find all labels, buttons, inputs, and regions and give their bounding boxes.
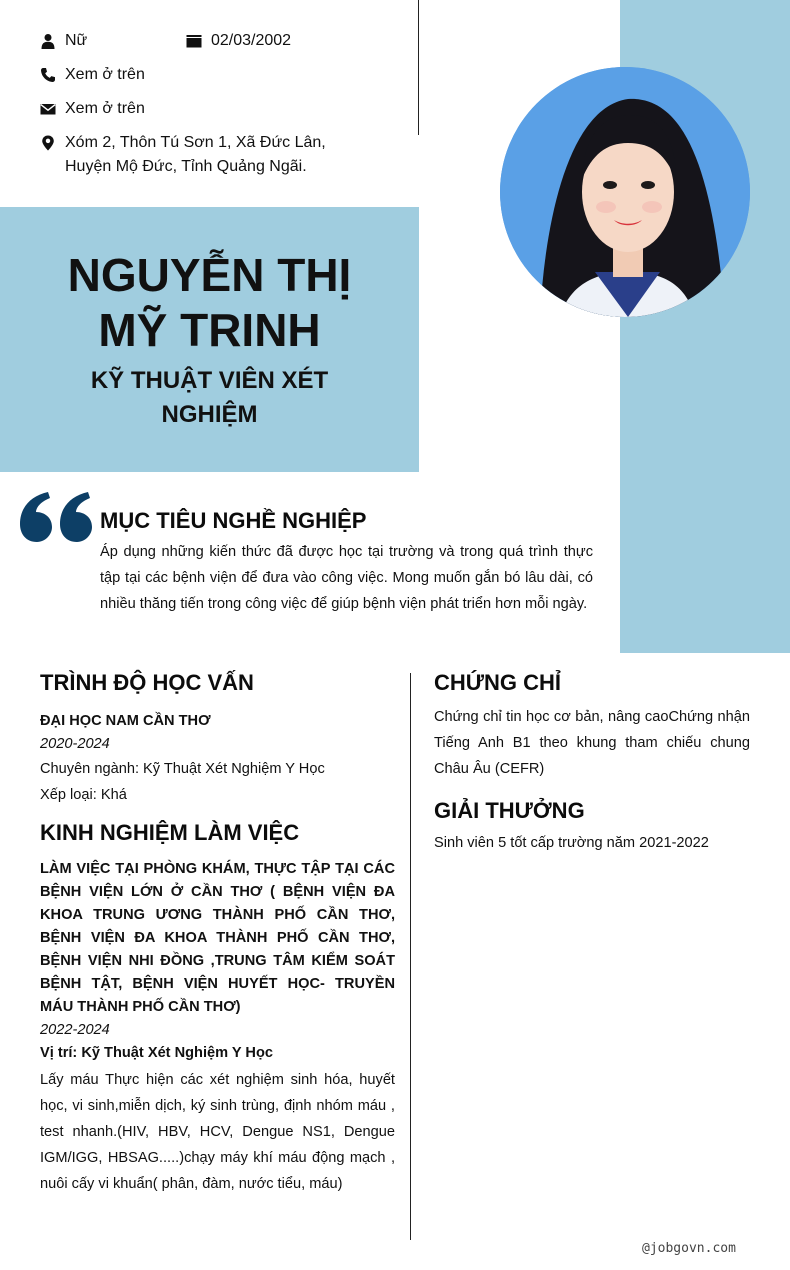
address-row <box>40 131 400 179</box>
education-major: Chuyên ngành: Kỹ Thuật Xét Nghiệm Y Học <box>40 761 325 777</box>
top-divider <box>418 0 419 135</box>
education-period: 2020-2024 <box>40 736 110 752</box>
experience-period: 2022-2024 <box>40 1022 110 1038</box>
right-column <box>434 670 750 856</box>
column-divider <box>410 673 411 1240</box>
objective-text: Áp dụng những kiến thức đã được học tại trường và trong quá trình thực tập tại các bệnh viện để đưa vào công việc. Mong muốn gắn bó lâu dài, có nhiều thăng tiến trong công việc để giúp bệnh viện phát triển hơn mỗi ngày. <box>100 544 593 612</box>
birthdate-row <box>186 29 291 53</box>
awards-title: GIẢI THƯỞNG <box>434 798 585 823</box>
objective-title: MỤC TIÊU NGHỀ NGHIỆP <box>100 508 367 533</box>
quote-icon <box>18 478 94 548</box>
footer-watermark: @jobgovn.com <box>642 1241 736 1256</box>
address-line-2: Huyện Mộ Đức, Tỉnh Quảng Ngãi. <box>65 158 307 175</box>
name-line-2: MỸ TRINH <box>98 304 321 356</box>
gender-value: Nữ <box>65 32 88 49</box>
email-value: Xem ở trên <box>65 100 145 117</box>
name-panel <box>0 207 419 472</box>
certificates-text: Chứng chỉ tin học cơ bản, nâng caoChứng nhận Tiếng Anh B1 theo khung tham chiếu chung Châu Âu (CEFR) <box>434 709 750 777</box>
address-line-1: Xóm 2, Thôn Tú Sơn 1, Xã Đức Lân, <box>65 134 326 151</box>
education-school: ĐẠI HỌC NAM CẦN THƠ <box>40 713 211 729</box>
name-line-1: NGUYỄN THỊ <box>67 249 352 301</box>
job-title <box>0 364 419 432</box>
experience-title: KINH NGHIỆM LÀM VIỆC <box>40 820 300 845</box>
person-icon <box>40 33 56 49</box>
role-line-1: KỸ THUẬT VIÊN XÉT <box>90 367 329 394</box>
calendar-icon <box>186 33 202 49</box>
certificates-title: CHỨNG CHỈ <box>434 670 562 695</box>
email-row <box>40 97 145 121</box>
phone-value: Xem ở trên <box>65 66 145 83</box>
gender-row <box>40 29 87 53</box>
experience-description: Lấy máu Thực hiện các xét nghiệm sinh hóa, huyết học, vi sinh,miễn dịch, ký sinh trùng, định nhóm máu , test nhanh.(HIV, HBV, HCV, Dengue NS1, Dengue IGM/IGG, HBSAG.....)chạy máy khí máu động mạch , nuôi cấy vi khuẩn( phân, đàm, nước tiểu, máu) <box>40 1072 395 1192</box>
birthdate-value: 02/03/2002 <box>211 32 292 49</box>
mail-icon <box>40 101 56 117</box>
phone-icon <box>40 67 56 83</box>
candidate-name <box>0 248 419 358</box>
left-column <box>40 670 395 1197</box>
education-grade: Xếp loại: Khá <box>40 787 127 803</box>
avatar-photo <box>500 67 750 317</box>
map-pin-icon <box>40 135 56 151</box>
experience-company: LÀM VIỆC TẠI PHÒNG KHÁM, THỰC TẬP TẠI CÁC BỆNH VIỆN LỚN Ở CẦN THƠ ( BỆNH VIỆN ĐA KHOA TRUNG ƯƠNG THÀNH PHỐ CẦN THƠ, BỆNH VIỆN ĐA KHOA THÀNH PHỐ CẦN THƠ, BỆNH VIỆN NHI ĐỒNG ,TRUNG TÂM KIỂM SOÁT BỆNH TẬT, BỆNH VIỆN HUYẾT HỌC- TRUYỀN MÁU THÀNH PHỐ CẦN THƠ) <box>40 861 395 1015</box>
address-value <box>65 131 326 179</box>
education-title: TRÌNH ĐỘ HỌC VẤN <box>40 670 254 695</box>
phone-row <box>40 63 145 87</box>
role-line-2: NGHIỆM <box>161 401 258 428</box>
awards-text: Sinh viên 5 tốt cấp trường năm 2021-2022 <box>434 835 709 851</box>
experience-position: Vị trí: Kỹ Thuật Xét Nghiệm Y Học <box>40 1045 274 1061</box>
